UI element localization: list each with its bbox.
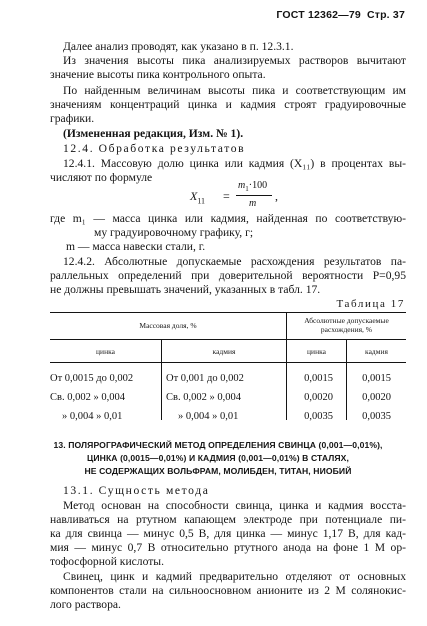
- formula-numerator: $m_1\cdot 100$: [238, 180, 268, 193]
- paragraph-line: m — масса навески стали, г.: [66, 240, 206, 253]
- paragraph-line: Метод основан на способности свинца, цинка и кадмия восста-: [63, 499, 406, 512]
- paragraph-line: числяют по формуле: [50, 171, 153, 184]
- table-title: Таблица 17: [336, 298, 405, 310]
- cell-cadmium: Св. 0,002 » 0,004: [166, 392, 241, 403]
- paragraph-line: компонентов стали на сильноосновном анионите из 2 М солянокис-: [50, 584, 406, 597]
- paragraph-line: Свинец, цинк и кадмий предварительно отделяют от основных: [63, 570, 406, 583]
- paragraph-line: графики.: [50, 112, 95, 125]
- subheader-cadmium-abs: кадмия: [365, 347, 388, 356]
- page-number: Стр. 37: [366, 9, 405, 21]
- formula-comma: ,: [275, 189, 278, 203]
- section-12-4-title: 12.4. Обработка результатов: [63, 142, 246, 155]
- paragraph-line: значение высоты пика контрольного опыта.: [50, 68, 266, 81]
- formula-equals: =: [223, 189, 230, 203]
- cell-cadmium-abs: 0,0035: [362, 411, 391, 422]
- paragraph-line: 12.4.1. Массовую долю цинка или кадмия (X₁₁) в процентах вы-: [63, 157, 406, 170]
- amendment-note: (Измененная редакция, Изм. № 1).: [63, 127, 244, 140]
- section-13-title-line2: ЦИНКА (0,0015—0,01%) И КАДМИЯ (0,001—0,01%) В СТАЛЯХ,: [86, 453, 350, 463]
- header-mass-fraction: Массовая доля, %: [139, 321, 197, 330]
- paragraph-line: не должны превышать значений, указанных в табл. 17.: [50, 283, 321, 296]
- cell-cadmium-abs: 0,0015: [362, 373, 391, 384]
- subheader-cadmium: кадмия: [212, 347, 236, 356]
- table-rule: [50, 312, 406, 313]
- paragraph-line: Далее анализ проводят, как указано в п. 12.3.1.: [63, 40, 294, 53]
- table-rule: [50, 362, 406, 363]
- section-13-1-title: 13.1. Сущность метода: [63, 484, 210, 497]
- paragraph-line: где m₁ — масса цинка или кадмия, найденная по соответствую-: [50, 212, 406, 225]
- cell-zinc-abs: 0,0035: [304, 411, 333, 422]
- paragraph-line: тофосфорной кислоты.: [50, 555, 164, 568]
- paragraph-line: По найденным величинам высоты пика и соответствующим им: [63, 84, 406, 97]
- paragraph-line: значениям концентраций цинка и кадмия строят градуировочные: [50, 98, 406, 111]
- paragraph-line: 12.4.2. Абсолютные допускаемые расхождения результатов па-: [63, 255, 406, 268]
- paragraph-line: лого раствора.: [50, 598, 121, 611]
- paragraph-line: мия — минус 0,7 В относительно ртутного анода на фоне 1 М ор-: [50, 541, 406, 554]
- cell-cadmium-abs: 0,0020: [362, 392, 391, 403]
- section-13-title-line1: 13. ПОЛЯРОГРАФИЧЕСКИЙ МЕТОД ОПРЕДЕЛЕНИЯ СВИНЦА (0,001—0,01%),: [53, 440, 383, 450]
- cell-zinc: » 0,004 » 0,01: [62, 411, 123, 422]
- formula: [190, 176, 350, 212]
- cell-zinc: От 0,0015 до 0,002: [50, 373, 134, 384]
- cell-zinc: Св. 0,002 » 0,004: [50, 392, 125, 403]
- subheader-zinc: цинка: [96, 347, 115, 356]
- cell-cadmium: От 0,001 до 0,002: [166, 373, 244, 384]
- cell-cadmium: » 0,004 » 0,01: [178, 411, 239, 422]
- paragraph-line: навливаться на ртутном капающем электроде при потенциале пи-: [50, 513, 406, 526]
- header-abs-line2: расхождения, %: [320, 325, 373, 334]
- paragraph-line: му градуировочному графику, г;: [94, 226, 254, 239]
- table-rule: [50, 339, 406, 340]
- cell-zinc-abs: 0,0015: [304, 373, 333, 384]
- paragraph-line: ка для свинца — минус 0,5 В, для цинка — минус 1,17 В, для кад-: [50, 527, 406, 540]
- table-17: [50, 312, 406, 422]
- section-13-title-line3: НЕ СОДЕРЖАЩИХ ВОЛЬФРАМ, МОЛИБДЕН, ТИТАН, НИОБИЙ: [84, 466, 352, 476]
- standard-number: ГОСТ 12362—79: [276, 9, 361, 21]
- paragraph-line: раллельных определений при доверительной вероятности P=0,95: [50, 269, 406, 282]
- fraction-bar: [236, 195, 272, 196]
- formula-lhs: $X_{11}$: [190, 189, 206, 206]
- subheader-zinc-abs: цинка: [307, 347, 326, 356]
- page-header: [276, 9, 405, 21]
- formula-denominator: m: [249, 198, 257, 209]
- paragraph-line: Из значения высоты пика анализируемых растворов вычитают: [63, 54, 406, 67]
- header-abs-line1: Абсолютные допускаемые: [304, 316, 389, 325]
- cell-zinc-abs: 0,0020: [304, 392, 333, 403]
